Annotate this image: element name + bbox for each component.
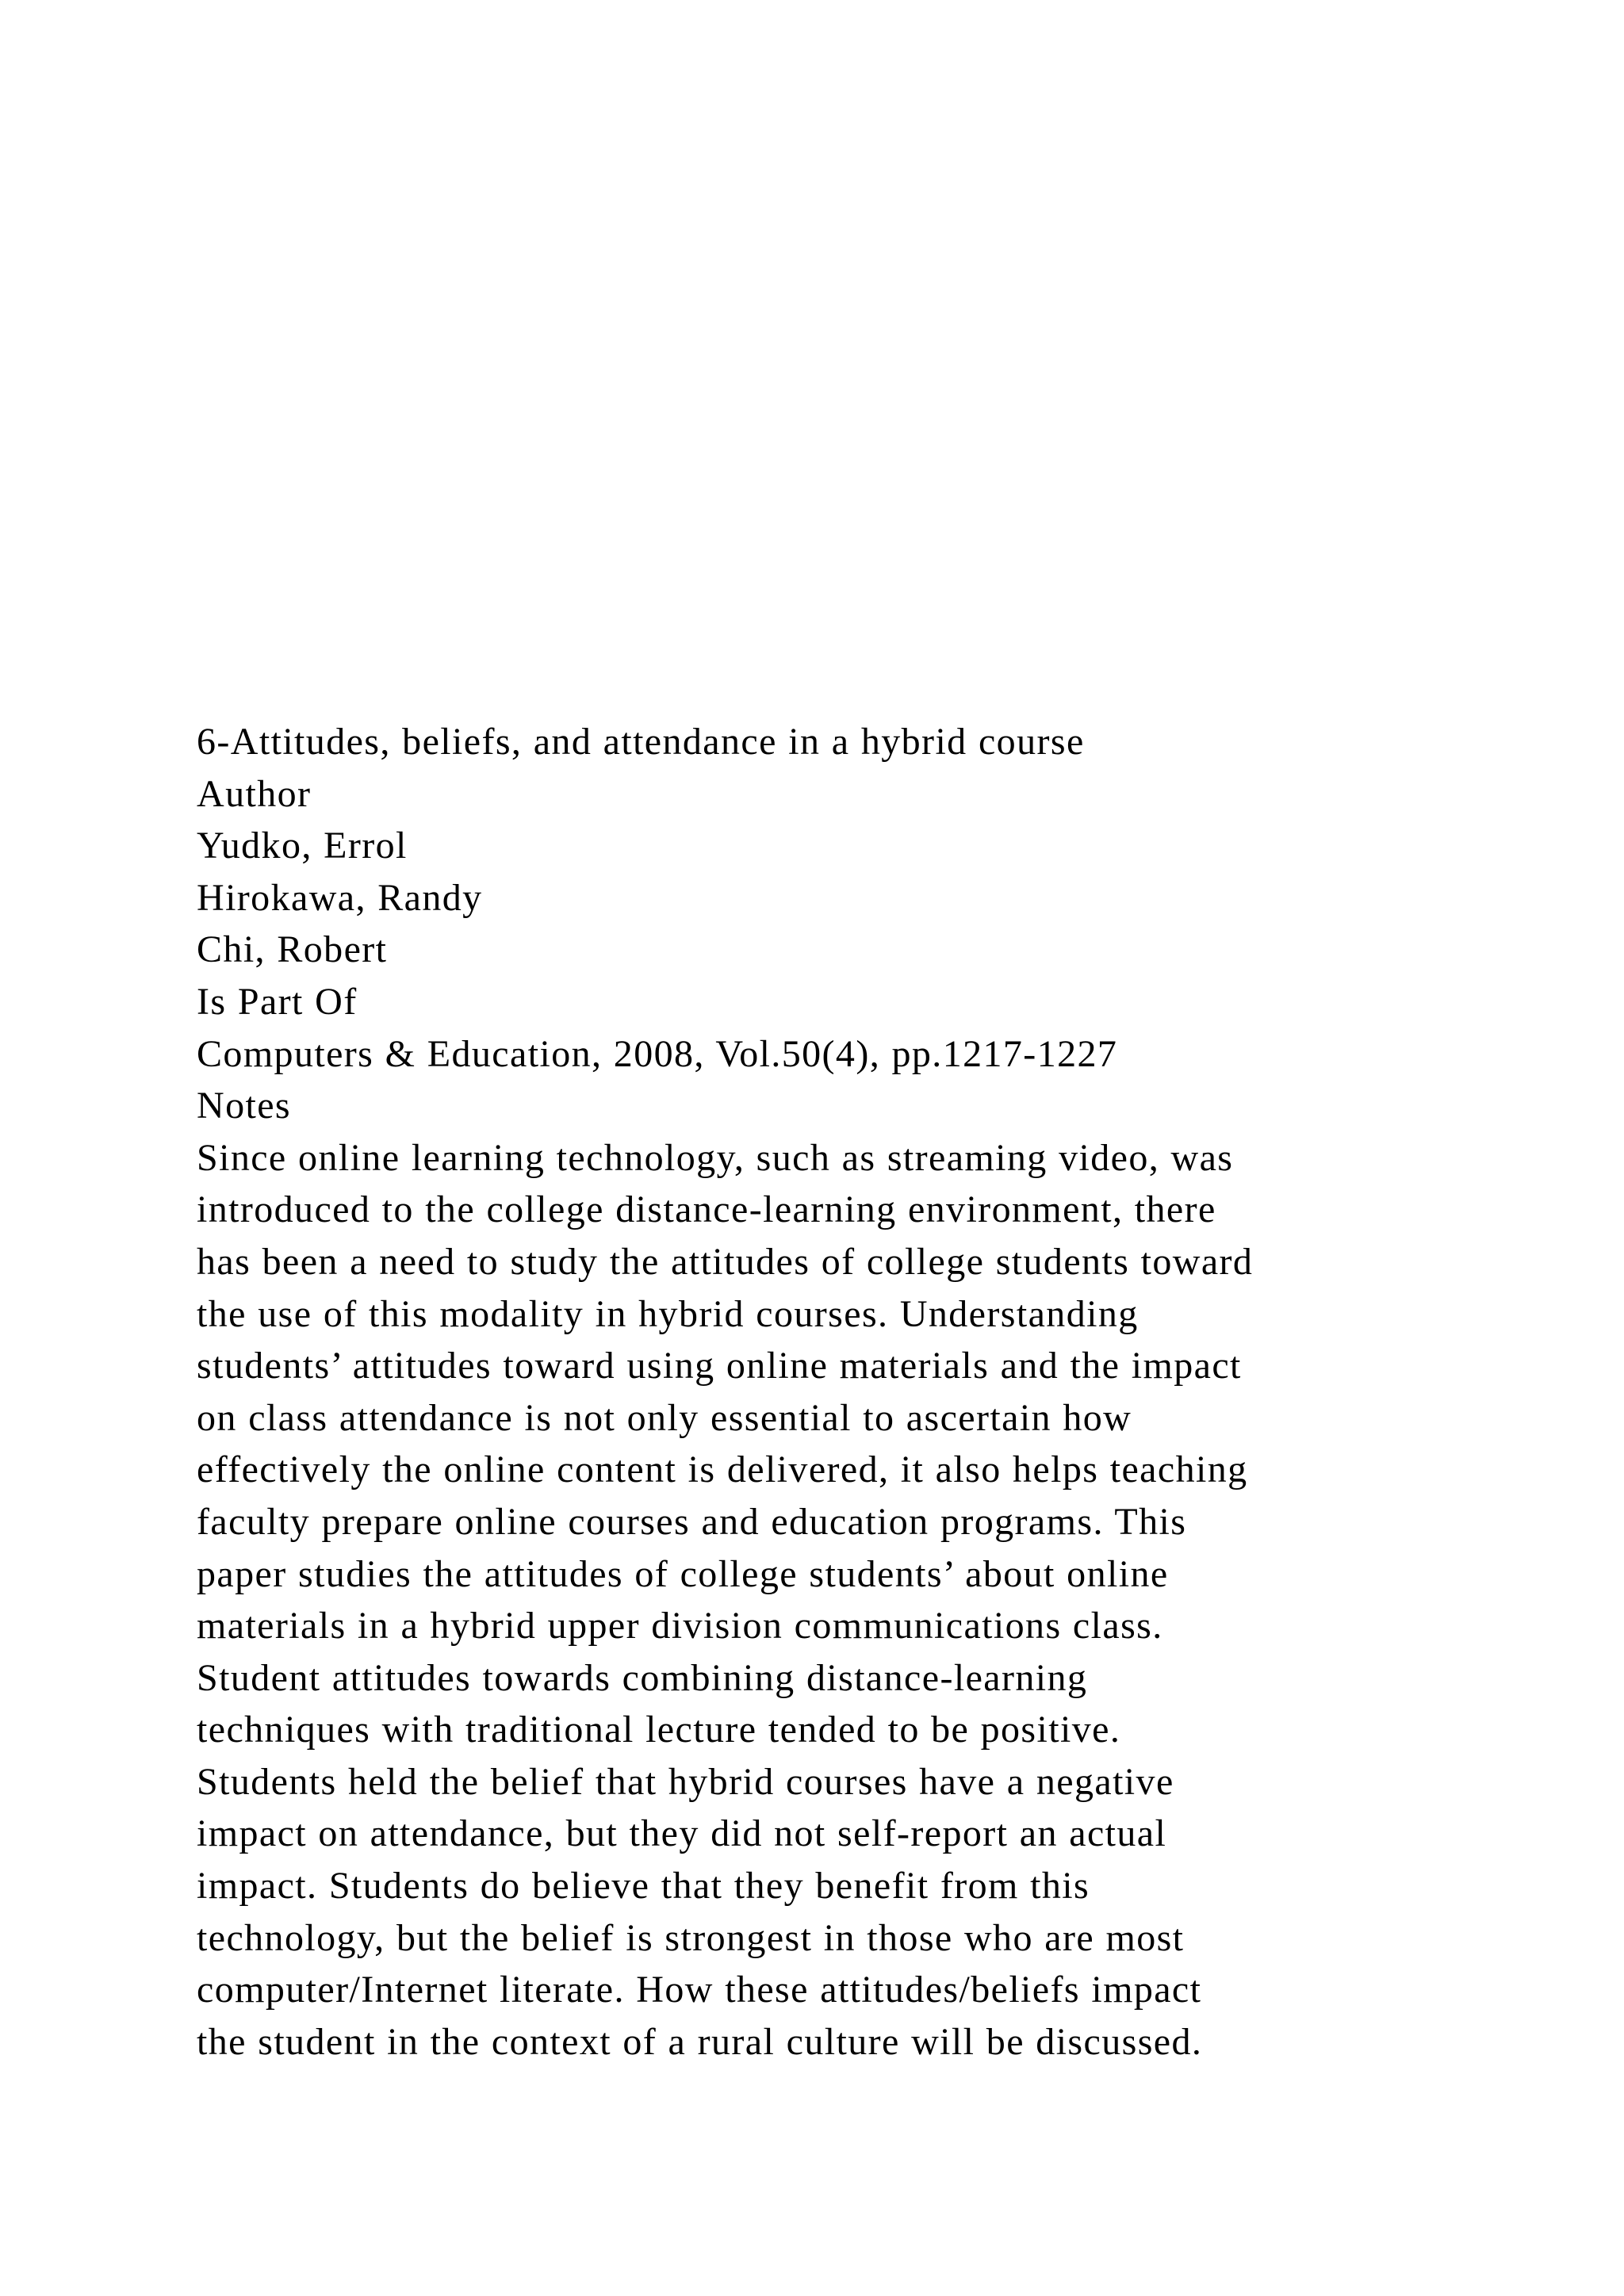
- author-label: Author: [197, 772, 312, 815]
- notes-line: the use of this modality in hybrid courses. Understanding: [197, 1292, 1139, 1335]
- notes-line: computer/Internet literate. How these attitudes/beliefs impact: [197, 1969, 1202, 2011]
- notes-line: impact. Students do believe that they benefit from this: [197, 1865, 1090, 1908]
- notes-line: technology, but the belief is strongest in those who are most: [197, 1916, 1185, 1959]
- notes-line: materials in a hybrid upper division communications class.: [197, 1605, 1163, 1647]
- notes-line: impact on attendance, but they did not self-report an actual: [197, 1812, 1167, 1855]
- document-title: 6-Attitudes, beliefs, and attendance in a hybrid course: [197, 721, 1085, 763]
- notes-line: students’ attitudes toward using online materials and the impact: [197, 1345, 1242, 1387]
- record-text: [197, 716, 1545, 2068]
- notes-line: has been a need to study the attitudes of college students toward: [197, 1240, 1254, 1283]
- notes-line: paper studies the attitudes of college students’ about online: [197, 1552, 1169, 1595]
- notes-line: Students held the belief that hybrid courses have a negative: [197, 1760, 1174, 1803]
- part-of-label: Is Part Of: [197, 980, 358, 1023]
- notes-line: Since online learning technology, such as streaming video, was: [197, 1136, 1234, 1179]
- notes-line: introduced to the college distance-learning environment, there: [197, 1188, 1216, 1231]
- notes-line: on class attendance is not only essential to ascertain how: [197, 1396, 1132, 1439]
- author-name: Chi, Robert: [197, 928, 388, 971]
- notes-line: the student in the context of a rural culture will be discussed.: [197, 2020, 1203, 2063]
- notes-line: Student attitudes towards combining distance-learning: [197, 1656, 1088, 1699]
- notes-line: faculty prepare online courses and education programs. This: [197, 1500, 1187, 1543]
- notes-line: techniques with traditional lecture tended to be positive.: [197, 1709, 1121, 1751]
- author-name: Hirokawa, Randy: [197, 876, 483, 919]
- notes-label: Notes: [197, 1085, 291, 1127]
- source-citation: Computers & Education, 2008, Vol.50(4), pp.1217-1227: [197, 1032, 1118, 1075]
- notes-line: effectively the online content is delivered, it also helps teaching: [197, 1448, 1248, 1491]
- author-name: Yudko, Errol: [197, 825, 408, 867]
